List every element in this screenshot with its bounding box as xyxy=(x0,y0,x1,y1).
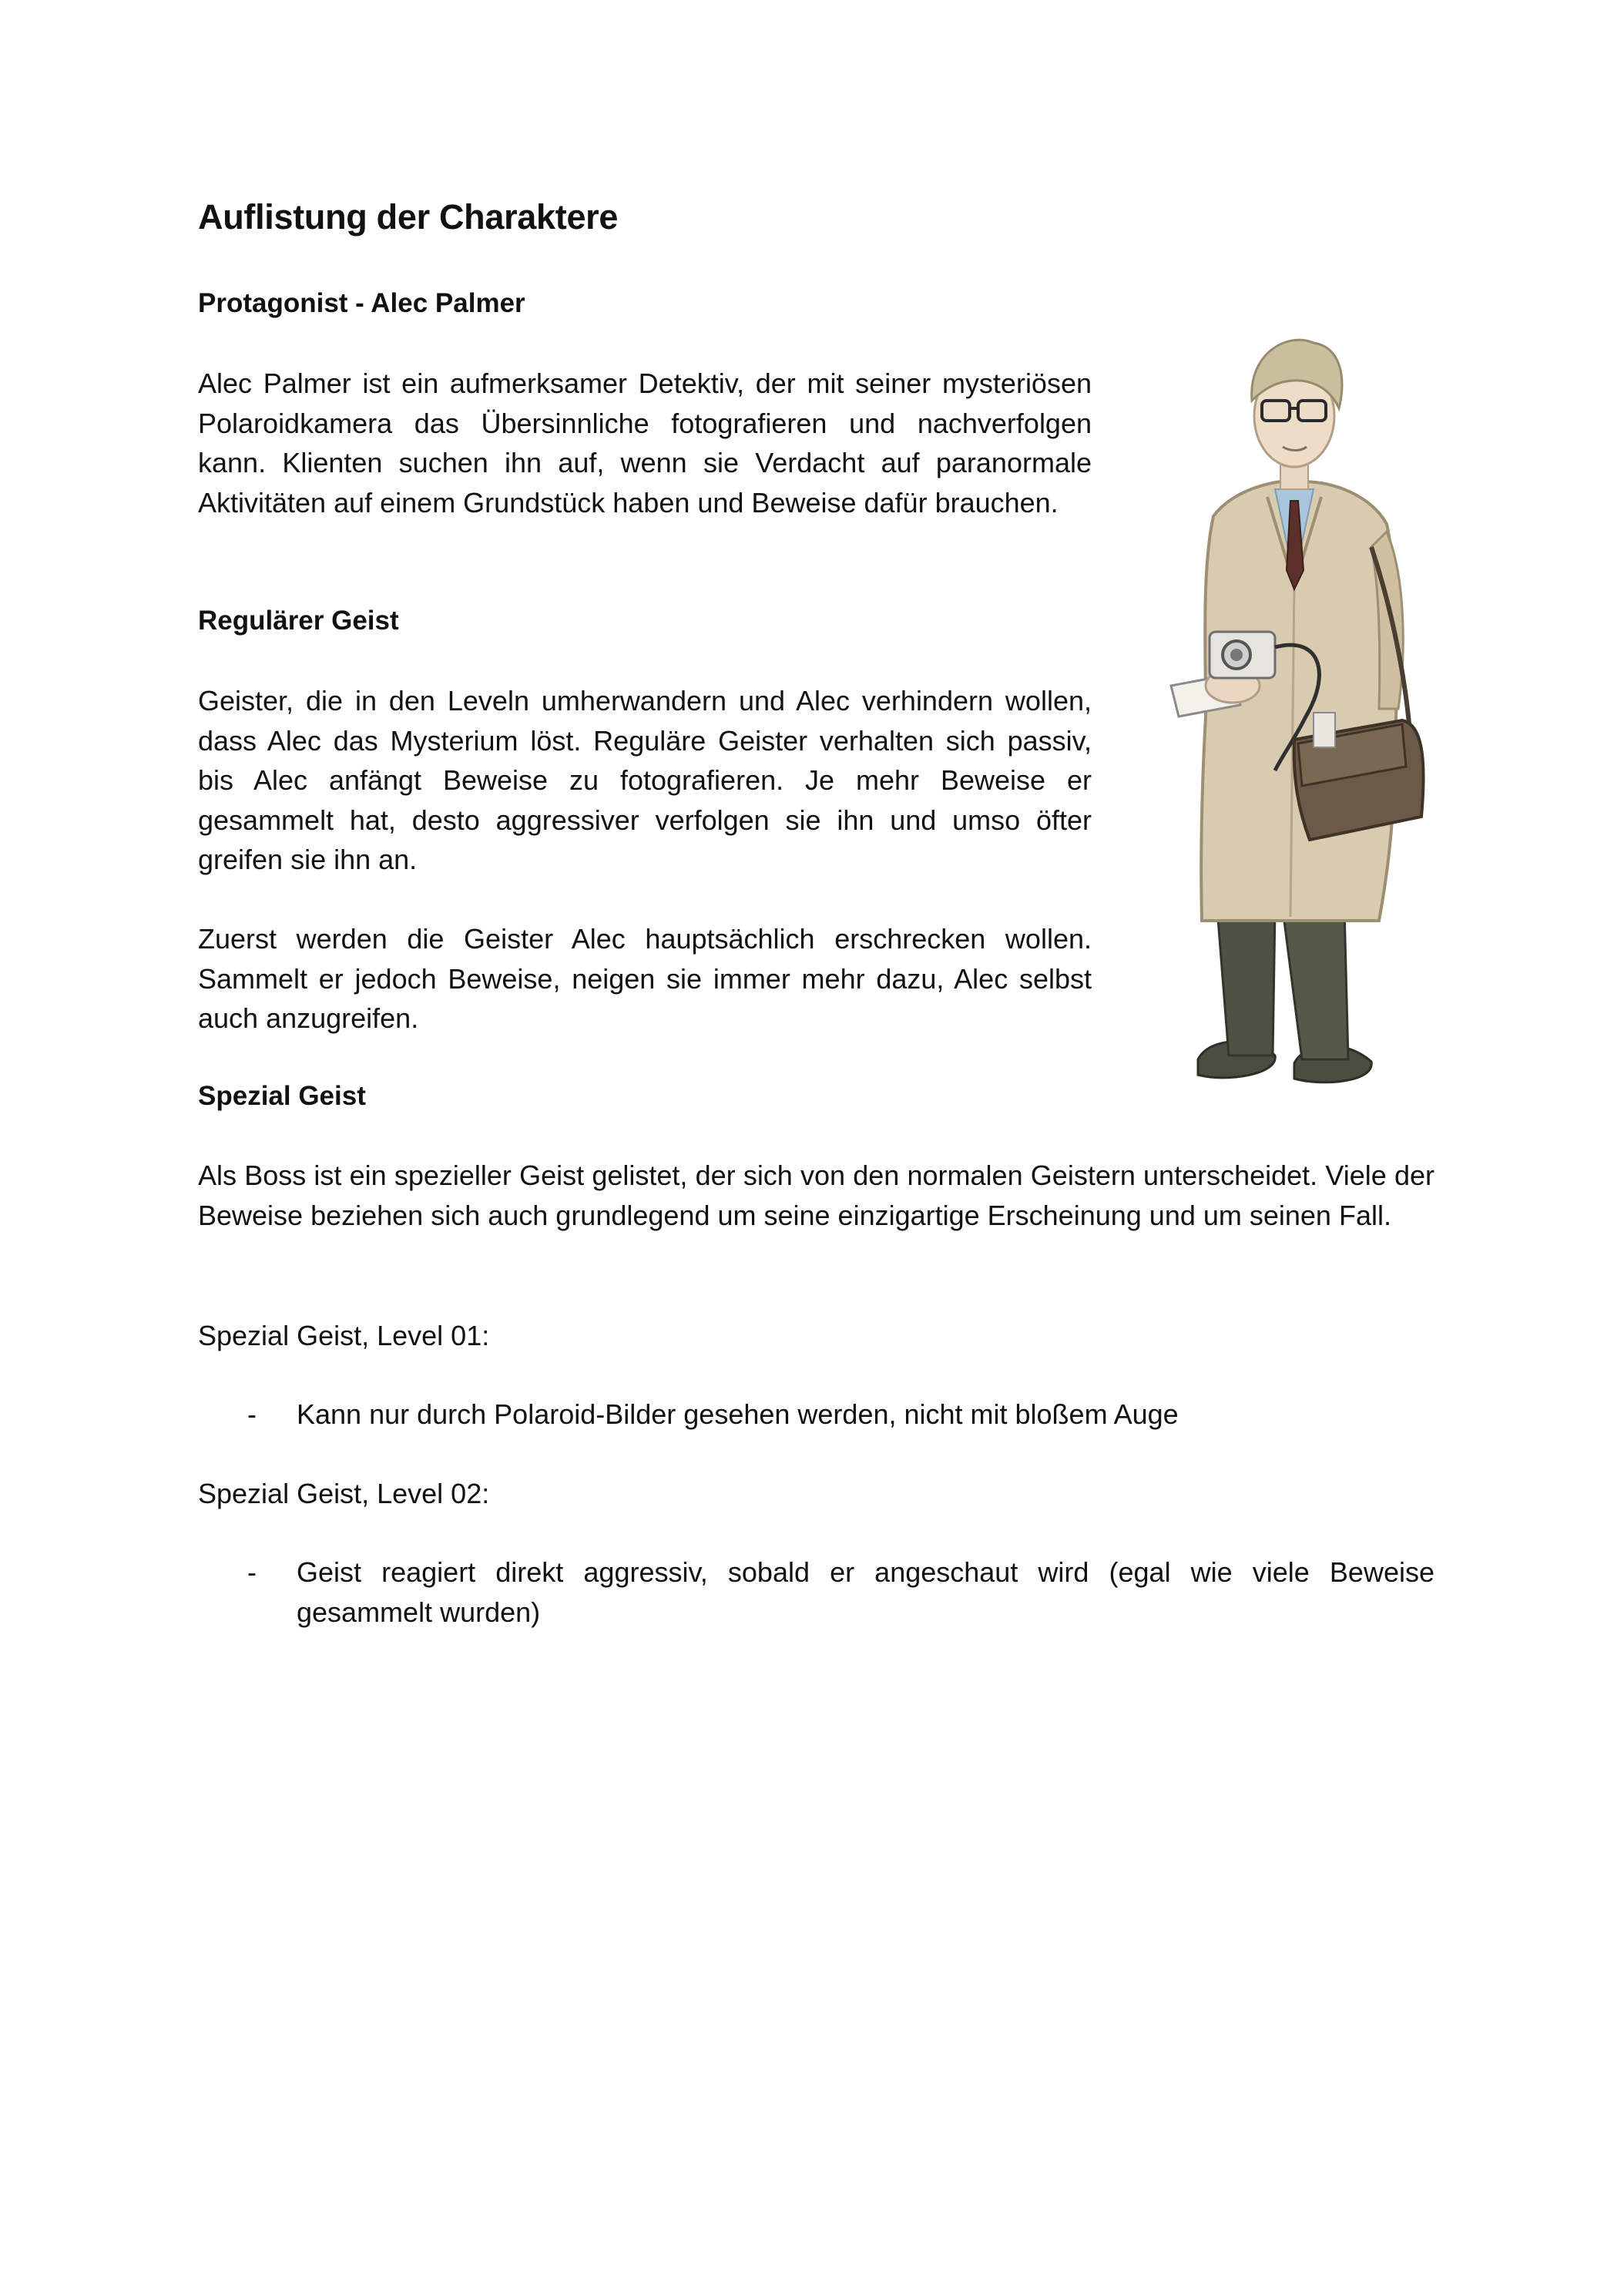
level-02-bullet: Geist reagiert direkt aggressiv, sobald er angeschaut wird (egal wie viele Beweise gesammelt wurden) xyxy=(297,1556,1434,1628)
head xyxy=(1252,340,1342,489)
bullet-marker: - xyxy=(247,1398,257,1430)
trousers xyxy=(1217,909,1348,1059)
level-01-label: Spezial Geist, Level 01: xyxy=(198,1320,490,1351)
protagonist-description: Alec Palmer ist ein aufmerksamer Detektiv, der mit seiner mysteriösen Polaroidkamera das Übersinnliche fotografieren und nachverfolgen kann. Klienten suchen ihn auf, wenn sie Verdacht auf paranormale Aktivitäten auf einem Grundstück haben und Beweise dafür brauchen. xyxy=(198,368,1092,519)
regular-ghost-heading: Regulärer Geist xyxy=(198,606,399,636)
level-01-bullet: Kann nur durch Polaroid-Bilder gesehen werden, nicht mit bloßem Auge xyxy=(297,1398,1179,1430)
page-title: Auflistung der Charaktere xyxy=(198,197,619,237)
level-02-label: Spezial Geist, Level 02: xyxy=(198,1478,490,1509)
special-ghost-description: Als Boss ist ein spezieller Geist gelistet, der sich von den normalen Geistern unterscheidet. Viele der Beweise beziehen sich auch grundlegend um seine einzigartige Erscheinung und um seinen Fall. xyxy=(198,1160,1434,1231)
protagonist-heading: Protagonist - Alec Palmer xyxy=(198,288,525,318)
regular-ghost-paragraph-1: Geister, die in den Leveln umherwandern und Alec verhindern wollen, dass Alec das Mysterium löst. Reguläre Geister verhalten sich passiv, bis Alec anfängt Beweise zu fotografieren. Je mehr Beweise er gesammelt hat, desto aggressiver verfolgen sie ihn und umso öfter greifen sie ihn an. xyxy=(198,685,1092,875)
alec-palmer-illustration xyxy=(1140,324,1464,1125)
bullet-marker: - xyxy=(247,1556,257,1588)
special-ghost-heading: Spezial Geist xyxy=(198,1081,366,1111)
regular-ghost-paragraph-2: Zuerst werden die Geister Alec hauptsächlich erschrecken wollen. Sammelt er jedoch Beweise, neigen sie immer mehr dazu, Alec selbst auch anzugreifen. xyxy=(198,923,1092,1034)
